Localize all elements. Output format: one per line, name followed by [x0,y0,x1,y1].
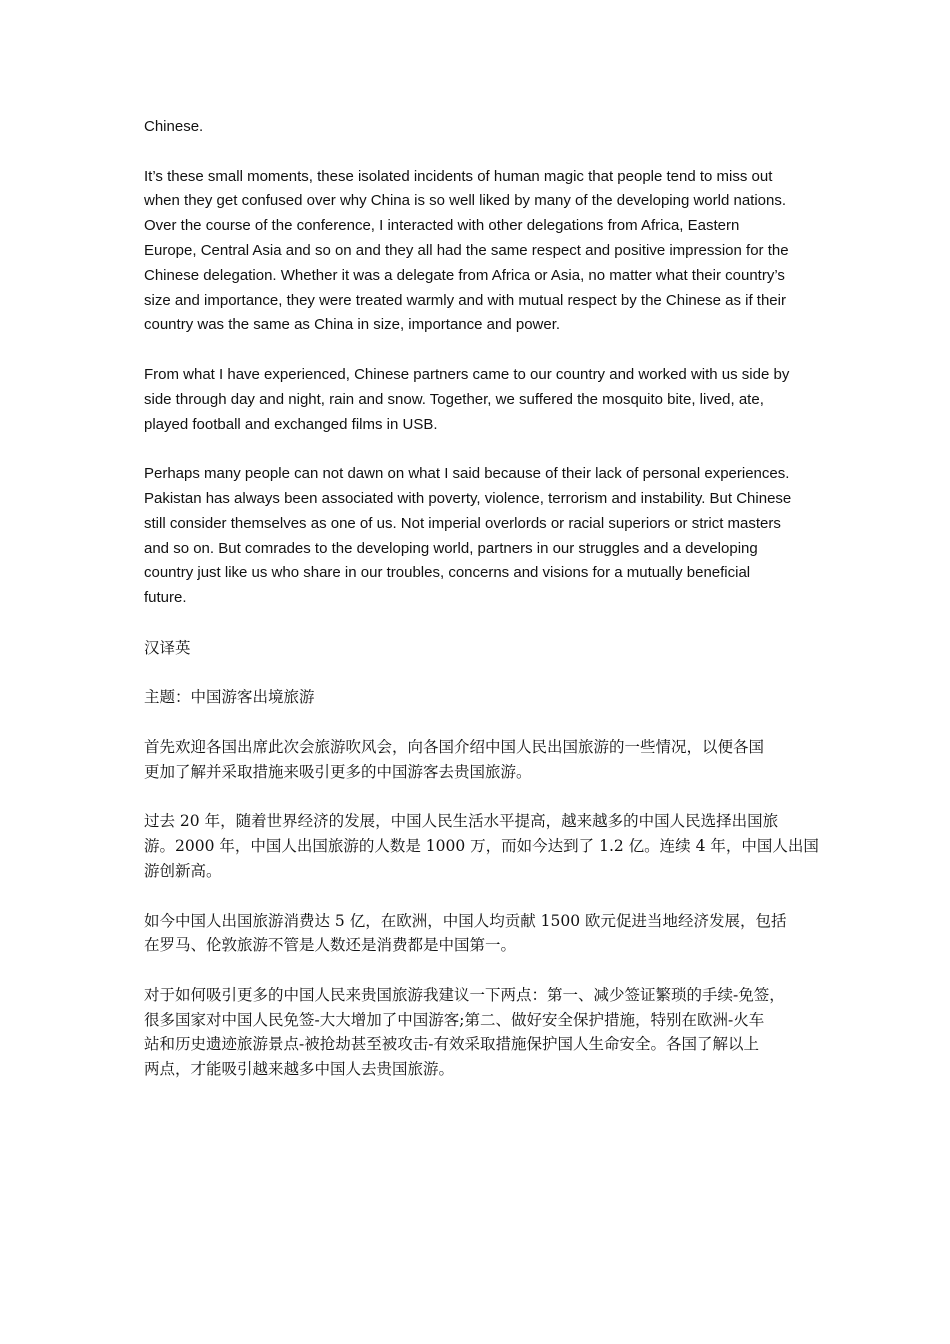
text-line: From what I have experienced, Chinese partners came to our country and worked with us side by [144,365,790,383]
text-line: played football and exchanged films in USB. [144,415,438,433]
text-line: when they get confused over why China is so well liked by many of the developing world nations. [144,192,787,210]
text-line: 对于如何吸引更多的中国人民来贵国旅游我建议一下两点：第一、减少签证繁琐的手续-免签， [144,985,785,1004]
text-line: 两点，才能吸引越来越多中国人去贵国旅游。 [144,1060,455,1079]
document-body [144,115,819,1107]
topic-line [144,685,812,710]
text-line: country just like us who share in our troubles, concerns and visions for a mutually beneficial [144,564,751,582]
text-line: country was the same as China in size, importance and power. [144,316,561,334]
text-line: size and importance, they were treated warmly and with mutual respect by the Chinese as if their [144,291,786,309]
text-line: 很多国家对中国人民免签-大大增加了中国游客;第二、做好安全保护措施，特别在欧洲-火车 [144,1010,765,1029]
text-line: 在罗马、伦敦旅游不管是人数还是消费都是中国第一。 [144,936,517,955]
text-line: It’s these small moments, these isolated incidents of human magic that people tend to miss out [144,167,773,185]
paragraph-cn-2 [144,809,819,883]
text-line: 站和历史遗迹旅游景点-被抢劫甚至被攻击-有效采取措施保护国人生命安全。各国了解以上 [144,1035,759,1054]
text-line: 游创新高。 [144,861,222,880]
text-line: Over the course of the conference, I interacted with other delegations from Africa, Eastern [144,217,740,235]
paragraph-3 [144,363,812,437]
text-line: 游。2000 年，中国人出国旅游的人数是 1000 万，而如今达到了 1.2 亿。连续 4 年，中国人出国 [144,837,819,856]
section-heading-translation [144,636,812,661]
text-line: 汉译英 [144,638,191,657]
text-line: and so on. But comrades to the developing world, partners in our struggles and a developing [144,539,758,557]
text-line: Chinese delegation. Whether it was a delegate from Africa or Asia, no matter what their country’s [144,266,785,284]
paragraph-cn-1 [144,735,812,785]
text-line: Europe, Central Asia and so on and they all had the same respect and positive impression for the [144,241,789,259]
text-line: Pakistan has always been associated with poverty, violence, terrorism and instability. But Chinese [144,489,792,507]
paragraph-cn-3 [144,909,812,959]
text-line: 过去 20 年，随着世界经济的发展，中国人民生活水平提高，越来越多的中国人民选择出国旅 [144,812,779,831]
paragraph-2 [144,165,812,339]
text-line: still consider themselves as one of us. Not imperial overlords or racial superiors or strict masters [144,514,781,532]
text-line: 如今中国人出国旅游消费达 5 亿，在欧洲，中国人均贡献 1500 欧元促进当地经济发展，包括 [144,911,787,930]
text-line: future. [144,589,187,607]
text-line: 更加了解并采取措施来吸引更多的中国游客去贵国旅游。 [144,762,532,781]
text-line: 首先欢迎各国出席此次会旅游吹风会，向各国介绍中国人民出国旅游的一些情况，以便各国 [144,737,765,756]
paragraph-1 [144,115,812,140]
text-line: 主题：中国游客出境旅游 [144,688,315,707]
paragraph-cn-4 [144,983,812,1082]
text-line: Perhaps many people can not dawn on what I said because of their lack of personal experiences. [144,465,790,483]
text-line: Chinese. [144,118,204,135]
text-line: side through day and night, rain and snow. Together, we suffered the mosquito bite, lived, ate, [144,390,764,408]
paragraph-4 [144,462,812,611]
